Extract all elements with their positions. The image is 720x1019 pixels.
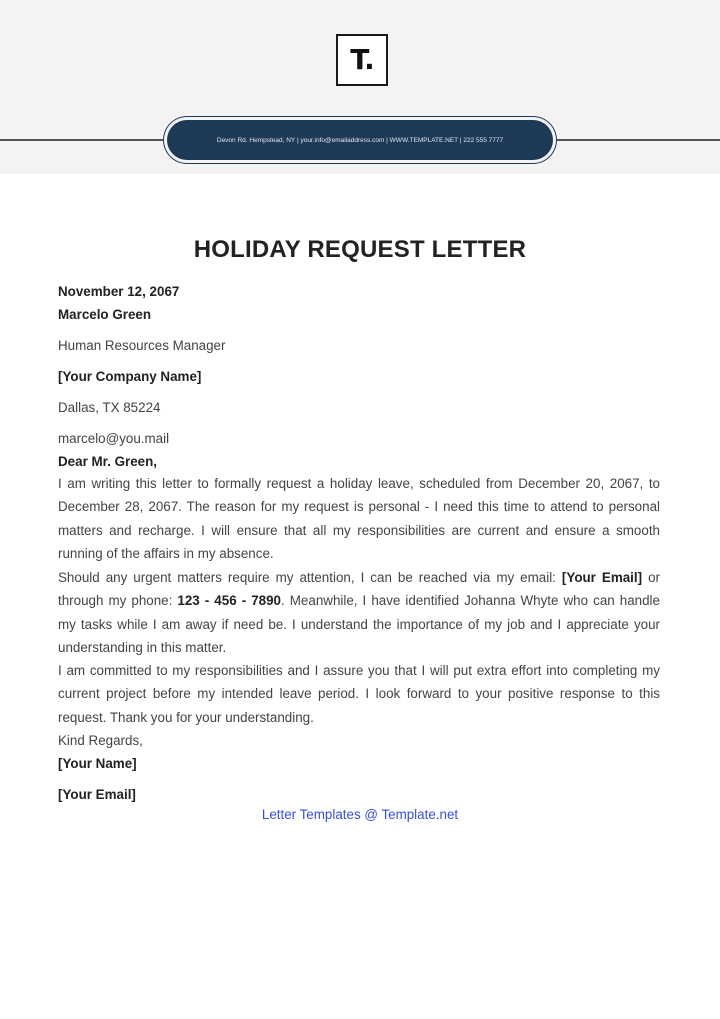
p2-phone: 123 - 456 - 7890	[177, 593, 281, 609]
recipient-location: Dallas, TX 85224	[58, 400, 161, 415]
p2-text-c: . Meanwhile, I have identified Johanna Whyte who can handle my tasks while I am away if need be. I understand the importance of my job and I appreciate your understanding in this matter.	[58, 593, 660, 656]
footer-left[interactable]: Letter Templates	[261, 807, 361, 822]
closing: Kind Regards,	[58, 733, 143, 748]
recipient-position: Human Resources Manager	[58, 338, 226, 353]
sender-email: [Your Email]	[58, 787, 136, 802]
letter-title: HOLIDAY REQUEST LETTER	[193, 236, 527, 263]
salutation: Dear Mr. Green,	[58, 454, 157, 469]
footer-sep: @	[360, 807, 382, 822]
recipient-email: marcelo@you.mail	[58, 431, 170, 446]
body-paragraph-3: I am committed to my responsibilities and I assure you that I will put extra effort into completing my current project before my intended leave period. I look forward to your positive response to this request. Thank you for your understanding.	[58, 663, 660, 725]
p2-text-b: or through my phone:	[58, 570, 661, 609]
p2-email: [Your Email]	[561, 570, 643, 585]
recipient-name: Marcelo Green	[58, 307, 152, 322]
sender-name: [Your Name]	[58, 756, 137, 771]
footer-link[interactable]	[0, 807, 720, 822]
p2-text-a: Should any urgent matters require my attention, I can be reached via my email:	[58, 570, 562, 585]
contact-banner	[167, 120, 553, 160]
company-logo	[336, 34, 388, 86]
footer-right[interactable]: Template.net	[381, 807, 459, 822]
contact-line: Devon Rd. Hempstead, NY | your.info@emailaddress.com | WWW.TEMPLATE.NET | 222 555 7777	[216, 136, 504, 144]
letter-date: November 12, 2067	[58, 284, 180, 299]
logo-letter: T.	[350, 43, 374, 76]
recipient-company: [Your Company Name]	[58, 369, 202, 384]
body-paragraph-1: I am writing this letter to formally request a holiday leave, scheduled from December 20, 2067, to December 28, 2067. The reason for my request is personal - I need this time to attend to personal matters and recharge. I will ensure that all my responsibilities are current and ensure a smooth running of the affairs in my absence.	[58, 476, 660, 562]
body-paragraph-2	[58, 566, 660, 660]
